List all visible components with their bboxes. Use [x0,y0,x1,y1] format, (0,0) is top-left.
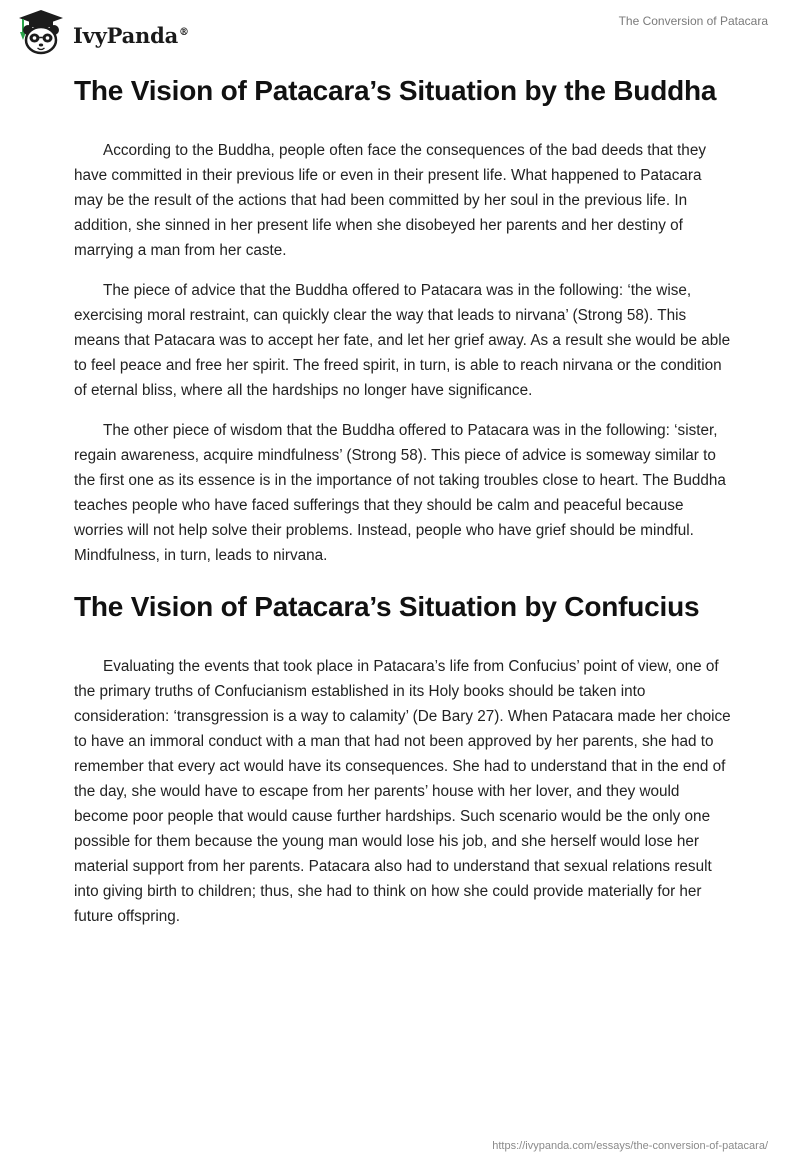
paragraph: The piece of advice that the Buddha offered to Patacara was in the following: ‘the wise, exercising moral restraint, can quickly clear the way that leads to nirvana’ (Strong 58). This means that Patacara was to accept her fate, and let her grief away. As a result she would be able to feel peace and free her spirit. The freed spirit, in turn, is able to reach nirvana or the condition of eternal bliss, where all the hardships no longer have significance. [74,282,731,399]
logo-text: IvyPanda® [73,22,189,48]
paragraph: The other piece of wisdom that the Buddha offered to Patacara was in the following: ‘sister, regain awareness, acquire mindfulness’ (Strong 58). This piece of advice is someway similar to the first one as its essence is in the importance of not taking troubles close to heart. The Buddha teaches people who have faced sufferings that they should be calm and peaceful because worries will not help solve their problems. Instead, people who have grief should be mindful. Mindfulness, in turn, leads to nirvana. [74,422,726,564]
document-title: The Conversion of Patacara [618,14,768,28]
page-header [0,0,800,64]
essay-content [74,72,734,944]
section-confucius [74,588,734,929]
paragraph: Evaluating the events that took place in Patacara’s life from Confucius’ point of view, one of the primary truths of Confucianism established in its Holy books should be taken into consideration: ‘transgression is a way to calamity’ (De Bary 27). When Patacara made her choice to have an immoral conduct with a man that had not been approved by her parents, she had to remember that every act would have its consequences. She had to understand that in the end of the day, she would have to escape from her parents’ house with her lover, and they would become poor people that would cause further hardships. Such scenario would be the only one possible for them because the young man would lose his job, and she herself would lose her material support from her parents. Patacara also had to understand that sexual relations result into giving birth to children; thus, she had to think on how she could provide materially for her future offspring. [74,658,731,925]
panda-graduate-icon [15,8,67,56]
paragraph: According to the Buddha, people often face the consequences of the bad deeds that they have committed in their previous life or even in their present life. What happened to Patacara may be the result of the actions that had been committed by her soul in the previous life. In addition, she sinned in her present life when she disobeyed her parents and her destiny of marrying a man from her caste. [74,142,706,259]
section-heading: The Vision of Patacara’s Situation by Confucius [74,591,700,622]
ivypanda-logo[interactable] [15,8,189,56]
section-buddha [74,72,734,568]
section-heading: The Vision of Patacara’s Situation by the Buddha [74,75,717,106]
source-url[interactable]: https://ivypanda.com/essays/the-conversion-of-patacara/ [492,1140,768,1152]
